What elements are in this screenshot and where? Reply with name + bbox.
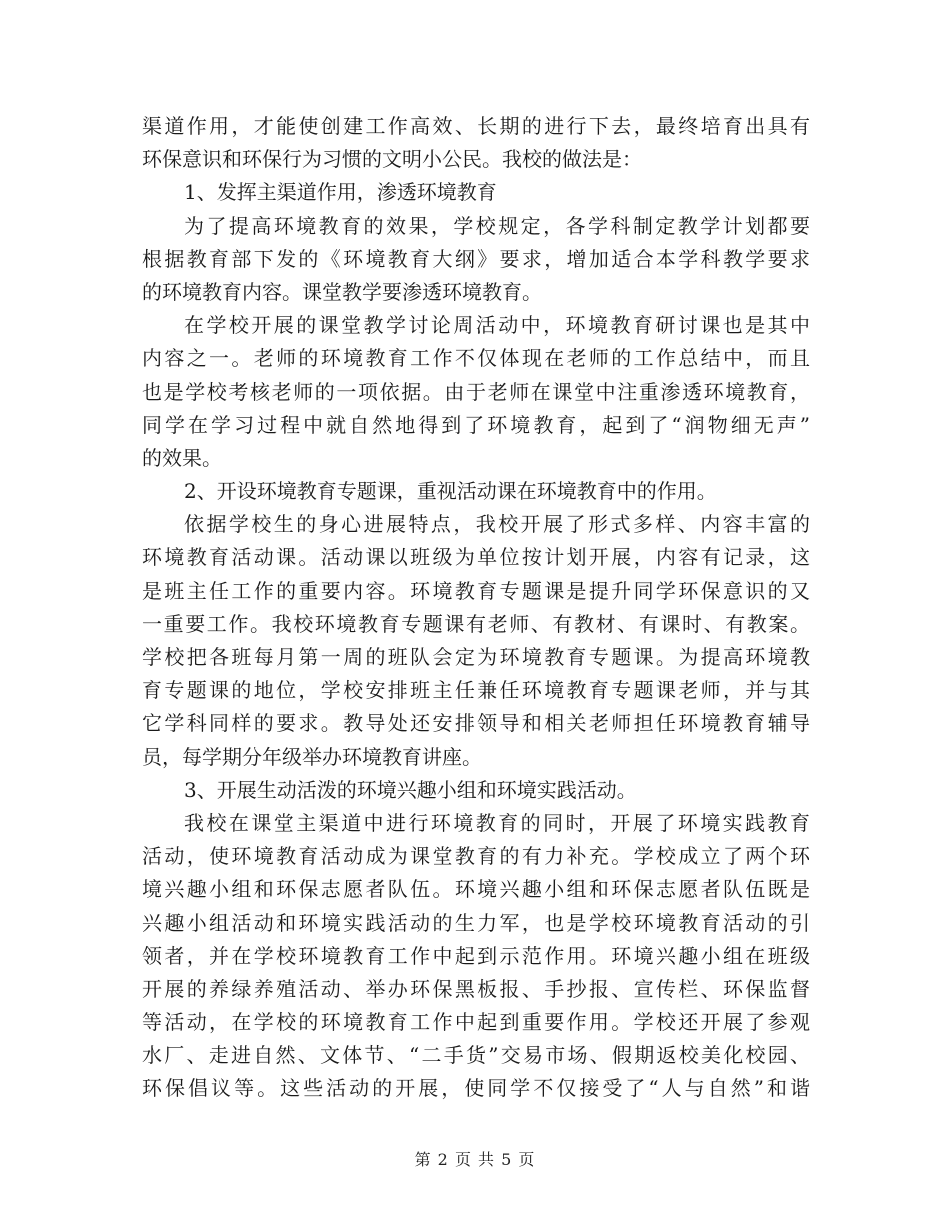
text-line: 一重要工作。我校环境教育专题课有老师、有教材、有课时、有教案。 — [142, 611, 810, 636]
text-line: 根据教育部下发的《环境教育大纲》要求，增加适合本学科教学要求 — [142, 246, 810, 271]
text-line: 学校把各班每月第一周的班队会定为环境教育专题课。为提高环境教 — [142, 645, 810, 669]
text-line: 内容之一。老师的环境教育工作不仅体现在老师的工作总结中，而且 — [142, 346, 810, 371]
text-line: 1、发挥主渠道作用，渗透环境教育 — [184, 180, 497, 205]
text-line: 水厂、走进自然、文体节、“二手货”交易市场、假期返校美化校园、 — [142, 1043, 810, 1068]
text-line: 2、开设环境教育专题课，重视活动课在环境教育中的作用。 — [184, 479, 717, 504]
text-line: 开展的养绿养殖活动、举办环保黑板报、手抄报、宣传栏、环保监督 — [142, 976, 810, 1001]
text-line: 的环境教育内容。课堂教学要渗透环境教育。 — [142, 279, 542, 304]
text-line: 环保意识和环保行为习惯的文明小公民。我校的做法是： — [142, 147, 642, 172]
text-line: 的效果。 — [142, 445, 222, 470]
text-line: 是班主任工作的重要内容。环境教育专题课是提升同学环保意识的又 — [142, 578, 810, 603]
text-line: 员，每学期分年级举办环境教育讲座。 — [142, 744, 482, 769]
text-line: 同学在学习过程中就自然地得到了环境教育，起到了“润物细无声” — [142, 412, 810, 437]
text-line: 领者，并在学校环境教育工作中起到示范作用。环境兴趣小组在班级 — [142, 943, 810, 968]
text-line: 活动，使环境教育活动成为课堂教育的有力补充。学校成立了两个环 — [142, 844, 810, 869]
text-line: 我校在课堂主渠道中进行环境教育的同时，开展了环境实践教育 — [184, 810, 810, 835]
text-line: 为了提高环境教育的效果，学校规定，各学科制定教学计划都要 — [184, 213, 810, 238]
text-line: 它学科同样的要求。教导处还安排领导和相关老师担任环境教育辅导 — [142, 711, 810, 736]
text-line: 育专题课的地位，学校安排班主任兼任环境教育专题课老师，并与其 — [142, 678, 810, 703]
text-line: 兴趣小组活动和环境实践活动的生力军，也是学校环境教育活动的引 — [142, 910, 810, 935]
document-body — [142, 110, 810, 1106]
text-line: 3、开展生动活泼的环境兴趣小组和环境实践活动。 — [184, 777, 637, 802]
text-line: 环保倡议等。这些活动的开展，使同学不仅接受了“人与自然”和谐 — [142, 1076, 810, 1101]
text-line: 境兴趣小组和环保志愿者队伍。环境兴趣小组和环保志愿者队伍既是 — [142, 877, 810, 902]
text-line: 依据学校生的身心进展特点，我校开展了形式多样、内容丰富的 — [184, 512, 810, 537]
text-line: 渠道作用，才能使创建工作高效、长期的进行下去，最终培育出具有 — [142, 114, 810, 138]
text-line: 环境教育活动课。活动课以班级为单位按计划开展，内容有记录，这 — [142, 545, 810, 570]
text-line: 在学校开展的课堂教学讨论周活动中，环境教育研讨课也是其中 — [184, 313, 810, 338]
text-line: 也是学校考核老师的一项依据。由于老师在课堂中注重渗透环境教育， — [142, 379, 810, 404]
page-footer: 第 2 页 共 5 页 — [414, 1150, 536, 1169]
text-line: 等活动，在学校的环境教育工作中起到重要作用。学校还开展了参观 — [142, 1010, 810, 1035]
